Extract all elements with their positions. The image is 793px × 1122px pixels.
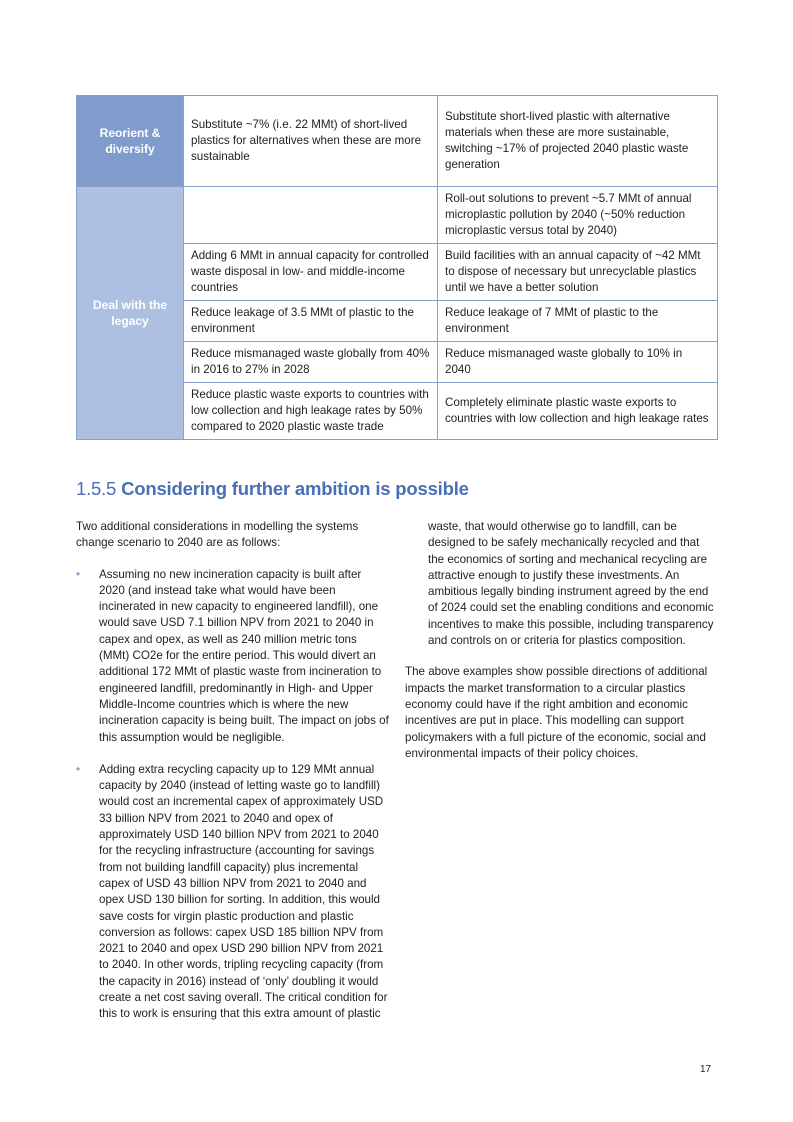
table-cell: Adding 6 MMt in annual capacity for controlled waste disposal in low- and middle-income countries bbox=[184, 244, 438, 301]
bullet-text: Adding extra recycling capacity up to 129 MMt annual capacity by 2040 (instead of letting waste go to landfill) would cost an incremental capex of approximately USD 33 billion NPV from 2021 to 2040 and opex of approximately USD 140 billion NPV from 2021 to 2040 for the recycling infrastructure (accounting for savings from not building landfill capacity) plus incremental capex of USD 43 billion NPV from 2021 to 2040 and opex USD 130 billion for sorting. In addition, this would save costs for virgin plastic production and plastic conversion as follows: capex USD 185 billion NPV from 2021 to 2040 and opex USD 290 billion NPV from 2021 to 2040. In other words, tripling recycling capacity (from the capacity in 2016) instead of ‘only’ doubling it would create a net cost saving overall. The critical condition for this to work is ensuring that this extra amount of plastic bbox=[99, 762, 388, 1021]
closing-paragraph: The above examples show possible directions of additional impacts the market transformation to a circular plastics economy could have if the right ambition and economic incentives are put in place. This modelling can support policymakers with a full picture of the economic, social and environmental impacts of their policy choices. bbox=[405, 665, 708, 760]
table-cell: Roll-out solutions to prevent ~5.7 MMt of annual microplastic pollution by 2040 (~50% reduction microplastic versus total by 2040) bbox=[438, 187, 718, 244]
intro-paragraph: Two additional considerations in modelling the systems change scenario to 2040 are as follows: bbox=[76, 520, 359, 550]
table-cell: Reduce leakage of 7 MMt of plastic to the environment bbox=[438, 301, 718, 342]
bullet-icon: • bbox=[76, 567, 81, 581]
right-column bbox=[405, 519, 717, 777]
table-cell: Substitute ~7% (i.e. 22 MMt) of short-lived plastics for alternatives when these are more sustainable bbox=[184, 96, 438, 187]
table-row bbox=[77, 187, 718, 244]
table-cell: Reduce mismanaged waste globally from 40% in 2016 to 27% in 2028 bbox=[184, 342, 438, 383]
section-title: Considering further ambition is possible bbox=[121, 478, 469, 499]
left-column bbox=[76, 519, 390, 1039]
bullet-icon: • bbox=[76, 762, 81, 776]
table-cell: Completely eliminate plastic waste exports to countries with low collection and high leakage rates bbox=[438, 383, 718, 440]
table-cell: Substitute short-lived plastic with alternative materials when these are more sustainable, switching ~17% of projected 2040 plastic waste generation bbox=[438, 96, 718, 187]
row-header-reorient: Reorient & diversify bbox=[77, 96, 184, 187]
page-number: 17 bbox=[700, 1064, 712, 1075]
table-row bbox=[77, 96, 718, 187]
table-cell: Reduce plastic waste exports to countries with low collection and high leakage rates by 50% compared to 2020 plastic waste trade bbox=[184, 383, 438, 440]
section-number: 1.5.5 bbox=[76, 478, 117, 499]
list-item bbox=[76, 567, 390, 746]
table-cell: Reduce leakage of 3.5 MMt of plastic to the environment bbox=[184, 301, 438, 342]
row-header-legacy: Deal with the legacy bbox=[77, 187, 184, 440]
targets-table bbox=[76, 95, 718, 440]
table-cell: Reduce mismanaged waste globally to 10% in 2040 bbox=[438, 342, 718, 383]
table-cell bbox=[184, 187, 438, 244]
bullet-list bbox=[76, 567, 390, 1023]
list-item bbox=[76, 762, 390, 1023]
table-cell: Build facilities with an annual capacity of ~42 MMt to dispose of necessary but unrecyclable plastics until we have a better solution bbox=[438, 244, 718, 301]
section-heading bbox=[76, 478, 469, 500]
bullet-continuation: waste, that would otherwise go to landfill, can be designed to be safely mechanically recycled and that the economics of sorting and mechanical recycling are attractive enough to justify these investments. An ambitious legally binding instrument agreed by the end of 2024 could set the enabling conditions and economic incentives to make this possible, including transparency and controls on or criteria for plastics composition. bbox=[428, 520, 714, 648]
bullet-text: Assuming no new incineration capacity is built after 2020 (and instead take what would have been incinerated in new capacity to engineered landfill), one would save USD 7.1 billion NPV from 2021 to 2040 in capex and opex, as well as 240 million metric tons (MMt) CO2e for the entire period. This would divert an additional 172 MMt of plastic waste from incineration to engineered landfill, predominantly in High- and Upper Middle-Income countries which is where the new incineration capacity is being built. The impact on jobs of this assumption would be negligible. bbox=[99, 567, 389, 744]
